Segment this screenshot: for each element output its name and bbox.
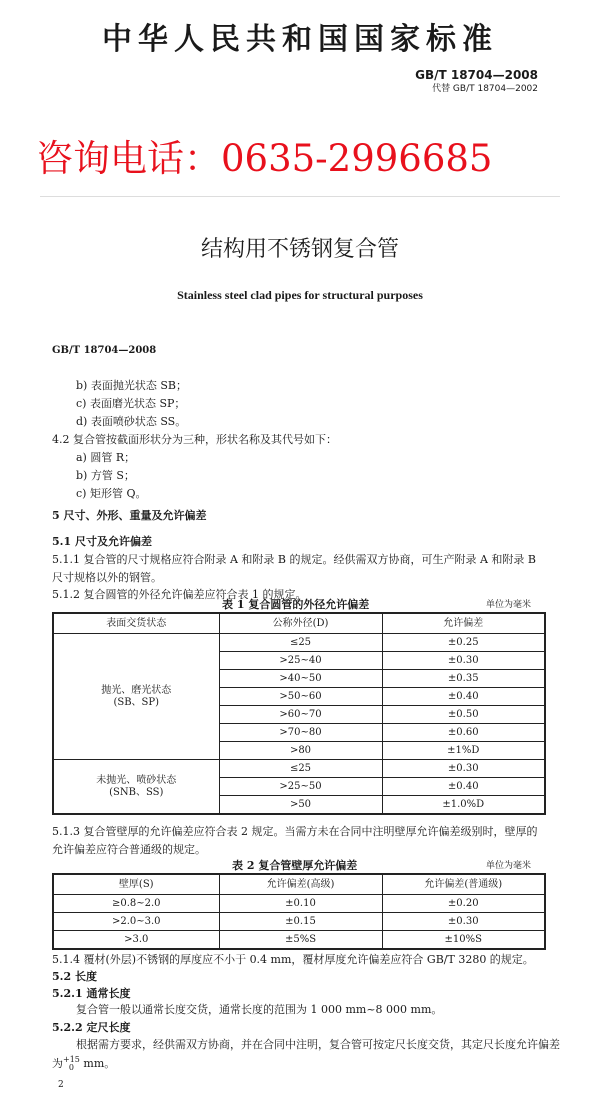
table-row — [53, 634, 545, 652]
section-5-2-heading: 5.2 长度 — [52, 970, 97, 983]
cell: ±10%S — [382, 931, 545, 950]
cell: ≤25 — [219, 760, 382, 778]
header-cell: 允许偏差(高级) — [219, 874, 382, 895]
state-cell — [53, 634, 219, 760]
tolerance-line — [52, 1056, 115, 1072]
header-cell: 公称外径(D) — [219, 613, 382, 634]
cell: ±0.40 — [382, 778, 545, 796]
cell: >80 — [219, 742, 382, 760]
state-code: (SB、SP) — [113, 696, 160, 708]
cell: ±0.30 — [382, 652, 545, 670]
cell: >50 — [219, 796, 382, 815]
text-line: 允许偏差应符合普通级的规定。 — [52, 843, 206, 856]
text-line: c) 矩形管 Q。 — [76, 487, 147, 500]
tolerance-lower: 0 — [68, 1063, 74, 1072]
cell: ±0.15 — [219, 913, 382, 931]
page-number: 2 — [58, 1080, 64, 1090]
text-line: d) 表面喷砂状态 SS。 — [76, 415, 187, 428]
clause-4-2: 4.2 复合管按截面形状分为三种，形状名称及其代号如下： — [52, 433, 337, 446]
divider — [40, 196, 560, 197]
tolerance-suffix: mm。 — [79, 1057, 116, 1070]
text-line: 根据需方要求，经供需双方协商，并在合同中注明，复合管可按定尺长度交货，其定尺长度允许偏差 — [76, 1038, 560, 1051]
table2-caption: 表 2 复合管壁厚允许偏差 — [232, 859, 358, 872]
text-line: 尺寸规格以外的钢管。 — [52, 571, 162, 584]
state-label: 未抛光、喷砂状态 — [96, 774, 177, 786]
cell: ≥0.8~2.0 — [53, 895, 219, 913]
tolerance-upper: +15 — [63, 1055, 80, 1064]
section-5-heading: 5 尺寸、外形、重量及允许偏差 — [52, 509, 207, 522]
cell: ±1%D — [382, 742, 545, 760]
clause-5-1-2: 5.1.2 复合圆管的外径允许偏差应符合表 1 的规定。 — [52, 588, 307, 601]
cell: >60~70 — [219, 706, 382, 724]
table-header-row — [53, 874, 545, 895]
cell: ±0.30 — [382, 760, 545, 778]
cell: ±0.60 — [382, 724, 545, 742]
replaces-note: 代替 GB/T 18704—2002 — [432, 84, 538, 94]
table-row — [53, 913, 545, 931]
text-line: b) 方管 S； — [76, 469, 135, 482]
table-row — [53, 931, 545, 950]
text-line: b) 表面抛光状态 SB； — [76, 379, 187, 392]
standard-name: 中华人民共和国国家标准 — [102, 22, 498, 57]
cell: >3.0 — [53, 931, 219, 950]
clause-5-1-3: 5.1.3 复合管壁厚的允许偏差应符合表 2 规定。当需方未在合同中注明壁厚允许偏差级别时，壁厚的 — [52, 825, 538, 838]
state-code: (SNB、SS) — [109, 786, 164, 798]
cell: ±0.50 — [382, 706, 545, 724]
cell: >50~60 — [219, 688, 382, 706]
section-5-2-1-heading: 5.2.1 通常长度 — [52, 987, 131, 1000]
cell: ±0.30 — [382, 913, 545, 931]
phone-banner: 咨询电话：0635-2996685 — [36, 137, 493, 180]
cell: >25~40 — [219, 652, 382, 670]
cell: >70~80 — [219, 724, 382, 742]
cell: ±0.25 — [382, 634, 545, 652]
header-cell: 允许偏差(普通级) — [382, 874, 545, 895]
title-english: Stainless steel clad pipes for structural purposes — [177, 288, 423, 302]
standard-number: GB/T 18704—2008 — [415, 68, 538, 82]
cell: >40~50 — [219, 670, 382, 688]
state-label: 抛光、磨光状态 — [101, 684, 172, 696]
cell: ±1.0%D — [382, 796, 545, 815]
table-2 — [52, 873, 546, 950]
table-header-row — [53, 613, 545, 634]
header-cell: 允许偏差 — [382, 613, 545, 634]
state-cell — [53, 760, 219, 815]
tolerance-prefix: 为 — [52, 1057, 63, 1070]
header-cell: 壁厚(S) — [53, 874, 219, 895]
cell: >25~50 — [219, 778, 382, 796]
clause-5-1-1: 5.1.1 复合管的尺寸规格应符合附录 A 和附录 B 的规定。经供需双方协商，可生产附录 A 和附录 B — [52, 553, 537, 566]
cell: ±0.20 — [382, 895, 545, 913]
cell: ±5%S — [219, 931, 382, 950]
clause-5-1-4: 5.1.4 覆材(外层)不锈钢的厚度应不小于 0.4 mm，覆材厚度允许偏差应符合 GB/T 3280 的规定。 — [52, 953, 534, 966]
title-chinese: 结构用不锈钢复合管 — [200, 237, 399, 262]
table1-unit: 单位为毫米 — [486, 600, 532, 610]
table-row — [53, 760, 545, 778]
cell: >2.0~3.0 — [53, 913, 219, 931]
section-5-2-2-heading: 5.2.2 定尺长度 — [52, 1021, 131, 1034]
text-line: c) 表面磨光状态 SP； — [76, 397, 186, 410]
text-line: a) 圆管 R； — [76, 451, 136, 464]
cell: ±0.10 — [219, 895, 382, 913]
table-row — [53, 895, 545, 913]
table2-unit: 单位为毫米 — [486, 861, 532, 871]
cell: ±0.40 — [382, 688, 545, 706]
header-cell: 表面交货状态 — [53, 613, 219, 634]
cell: ±0.35 — [382, 670, 545, 688]
text-line: 复合管一般以通常长度交货，通常长度的范围为 1 000 mm~8 000 mm。 — [76, 1003, 443, 1016]
running-head: GB/T 18704—2008 — [52, 345, 157, 356]
table-1 — [52, 612, 546, 815]
cell: ≤25 — [219, 634, 382, 652]
table1-caption: 表 1 复合圆管的外径允许偏差 — [222, 598, 370, 611]
section-5-1-heading: 5.1 尺寸及允许偏差 — [52, 535, 152, 548]
